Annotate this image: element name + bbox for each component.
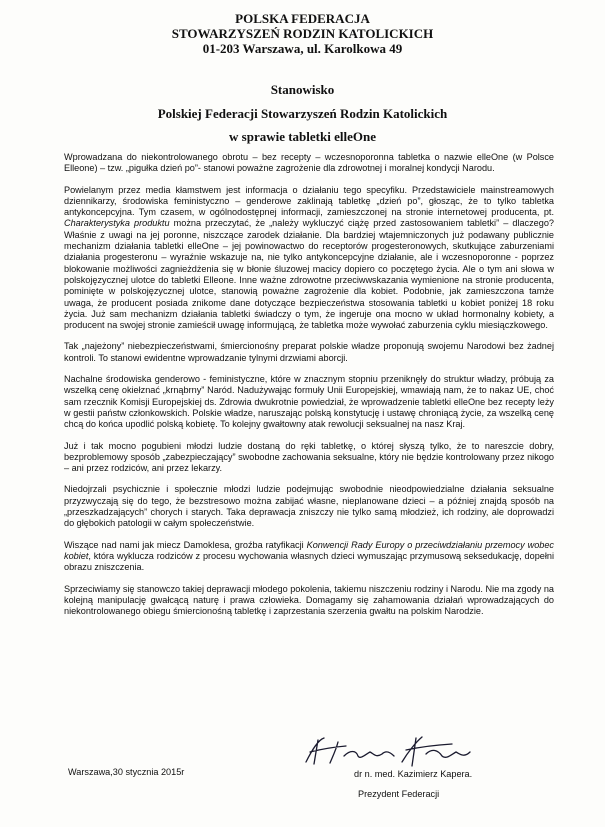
document-body [64,152,554,627]
letterhead [0,11,605,56]
paragraph-4: Nachalne środowiska genderowo - feministyczne, które w znacznym stopniu przeniknęły do struktur władzy, próbują za wszelką cenę okiełznać „krnąbrny” Naród. Nadużywając formuły Unii Europejskiej, wmawiają nam, że to nakaz UE, choć sam rzecznik Komisji Europejskiej ds. Zdrowia dwukrotnie powiedział, że wprowadzenie tabletki elleOne bez recepty leży w gestii państw członkowskich. Polskie władze, naruszając polską konstytucję i ustawę chroniącą życie, za wszelką cenę chcą do końca upodlić polską kobietę. To kolejny gwałtowny atak rewolucji seksualnej na nasz Kraj. [64,374,554,430]
letterhead-line-2: STOWARZYSZEŃ RODZIN KATOLICKICH [171,26,434,41]
paragraph-5: Już i tak mocno pogubieni młodzi ludzie dostaną do ręki tabletkę, o której słyszą tylko, że to nareszcie dobry, bezproblemowy sposób „zabezpieczający” swobodne zachowania seksualne, który nie będzie kontrolowany przez nikogo – ani przez rodziców, ani przez lekarzy. [64,440,554,474]
signer-name: dr n. med. Kazimierz Kapera. [354,769,473,779]
paragraph-7-part-a: Wiszące nad nami jak miecz Damoklesa, groźba ratyfikacji [64,539,304,550]
handwritten-signature [298,732,478,770]
document-date: Warszawa,30 stycznia 2015r [68,767,185,777]
paragraph-6: Niedojrzali psychicznie i społecznie młodzi ludzie podejmując swobodnie nieodpowiedzialne działania seksualne przyzwyczają się do tego, że bezstresowo można zabijać własne, nieplanowane dzieci – a później znajdą sposób na „przeszkadzających” chorych i starych. Taka deprawacja zniszczy nie tylko samą młodzież, ich rodziny, ale doprowadzi do głębokich patologii w całym społeczeństwie. [64,484,554,529]
paragraph-7 [64,540,554,574]
paragraph-7-italic: Konwencji Rady Europy o przeciwdziałaniu przemocy wobec kobiet [64,539,554,561]
paragraph-3: Tak „najeżony” niebezpieczeństwami, śmiercionośny preparat polskie władze proponują swojemu Narodowi bez żadnej kontroli. To stanowi ewidentne wprowadzanie tylnymi drzwiami aborcji. [64,341,554,363]
document-topic: w sprawie tabletki elleOne [229,129,376,144]
paragraph-2-italic: Charakterystyka produktu [64,218,170,229]
document-subtitle: Polskiej Federacji Stowarzyszeń Rodzin Katolickich [157,106,448,121]
paragraph-7-part-b: , która wyklucza rodziców z procesu wychowania własnych dzieci wymuszając przymusową seksedukację, dopełni obrazu zniszczenia. [64,550,554,573]
paragraph-1: Wprowadzana do niekontrolowanego obrotu – bez recepty – wczesnoporonna tabletka o nazwie elleOne (w Polsce Elleone) – tzw. „pigułka dzień po”- stanowi poważne zagrożenie dla zdrowotnej i moralnej kondycji Narodu. [64,152,554,174]
paragraph-2-part-b: można przeczytać, że „należy wykluczyć ciążę przed zastosowaniem tabletki” – dlaczego? Właśnie z uwagi na jej poronne, niszczące zarodek działanie. Dla bardziej wtajemniczonych już podawany publicznie mechanizm działania tabletki elleOne – jej powinowactwo do receptorów progesteronowych, skutkujące zaburzeniami działania progesteronu – wyraźnie wskazuje na, nie tylko antykoncepcyjne działanie, ale i wczesnoporonne - poprzez blokowanie możliwości zagnieżdżenia się w błonie śluzowej macicy dopiero co poczętego życia. Ale o tym ani słowa w polskojęzycznej ulotce do tabletki Elleone. Inne ważne zdrowotne przeciwwskazania wymienione na stronie producenta, pominięte w polskojęzycznej ulotce, stanowią poważne zagrożenie dla kobiet. Podobnie, jak zamieszczona tamże uwaga, że producent posiada znikome dane dotyczące bezpieczeństwa stosowania tabletki u kobiet poniżej 18 roku życia. Już sam mechanizm działania tabletki świadczy o tym, że ingeruje ona mocno w układ hormonalny kobiety, a producent na swojej stronie zamieścił uwagę informującą, że tabletka może wywołać zaburzenia cyklu miesiączkowego. [64,218,554,331]
paragraph-2 [64,185,554,332]
paragraph-8: Sprzeciwiamy się stanowczo takiej deprawacji młodego pokolenia, takiemu niszczeniu rodziny i Narodu. Nie ma zgody na kolejną manipulację gwałcącą naturę i prawa człowieka. Domagamy się zahamowania działań wprowadzających do niekontrolowanego obiegu śmiercionośną tabletkę i zaprzestania szerzenia gwałtu na polskim Narodzie. [64,583,554,617]
paragraph-2-part-a: Powielanym przez media kłamstwem jest informacja o działaniu tego specyfiku. Przedstawiciele mainstreamowych dziennikarzy, środowiska feministyczno – genderowe zaklinają tabletkę „dzień po”, głosząc, że to tylko tabletka antykoncepcyjna. Tym czasem, w ogólnodostępnej informacji, zamieszczonej na stronie internetowej producenta, pt. [64,184,554,218]
signer-role: Prezydent Federacji [358,789,440,799]
letterhead-address: 01-203 Warszawa, ul. Karolkowa 49 [202,41,403,56]
letterhead-line-1: POLSKA FEDERACJA [235,11,370,26]
document-title: Stanowisko [270,82,335,97]
